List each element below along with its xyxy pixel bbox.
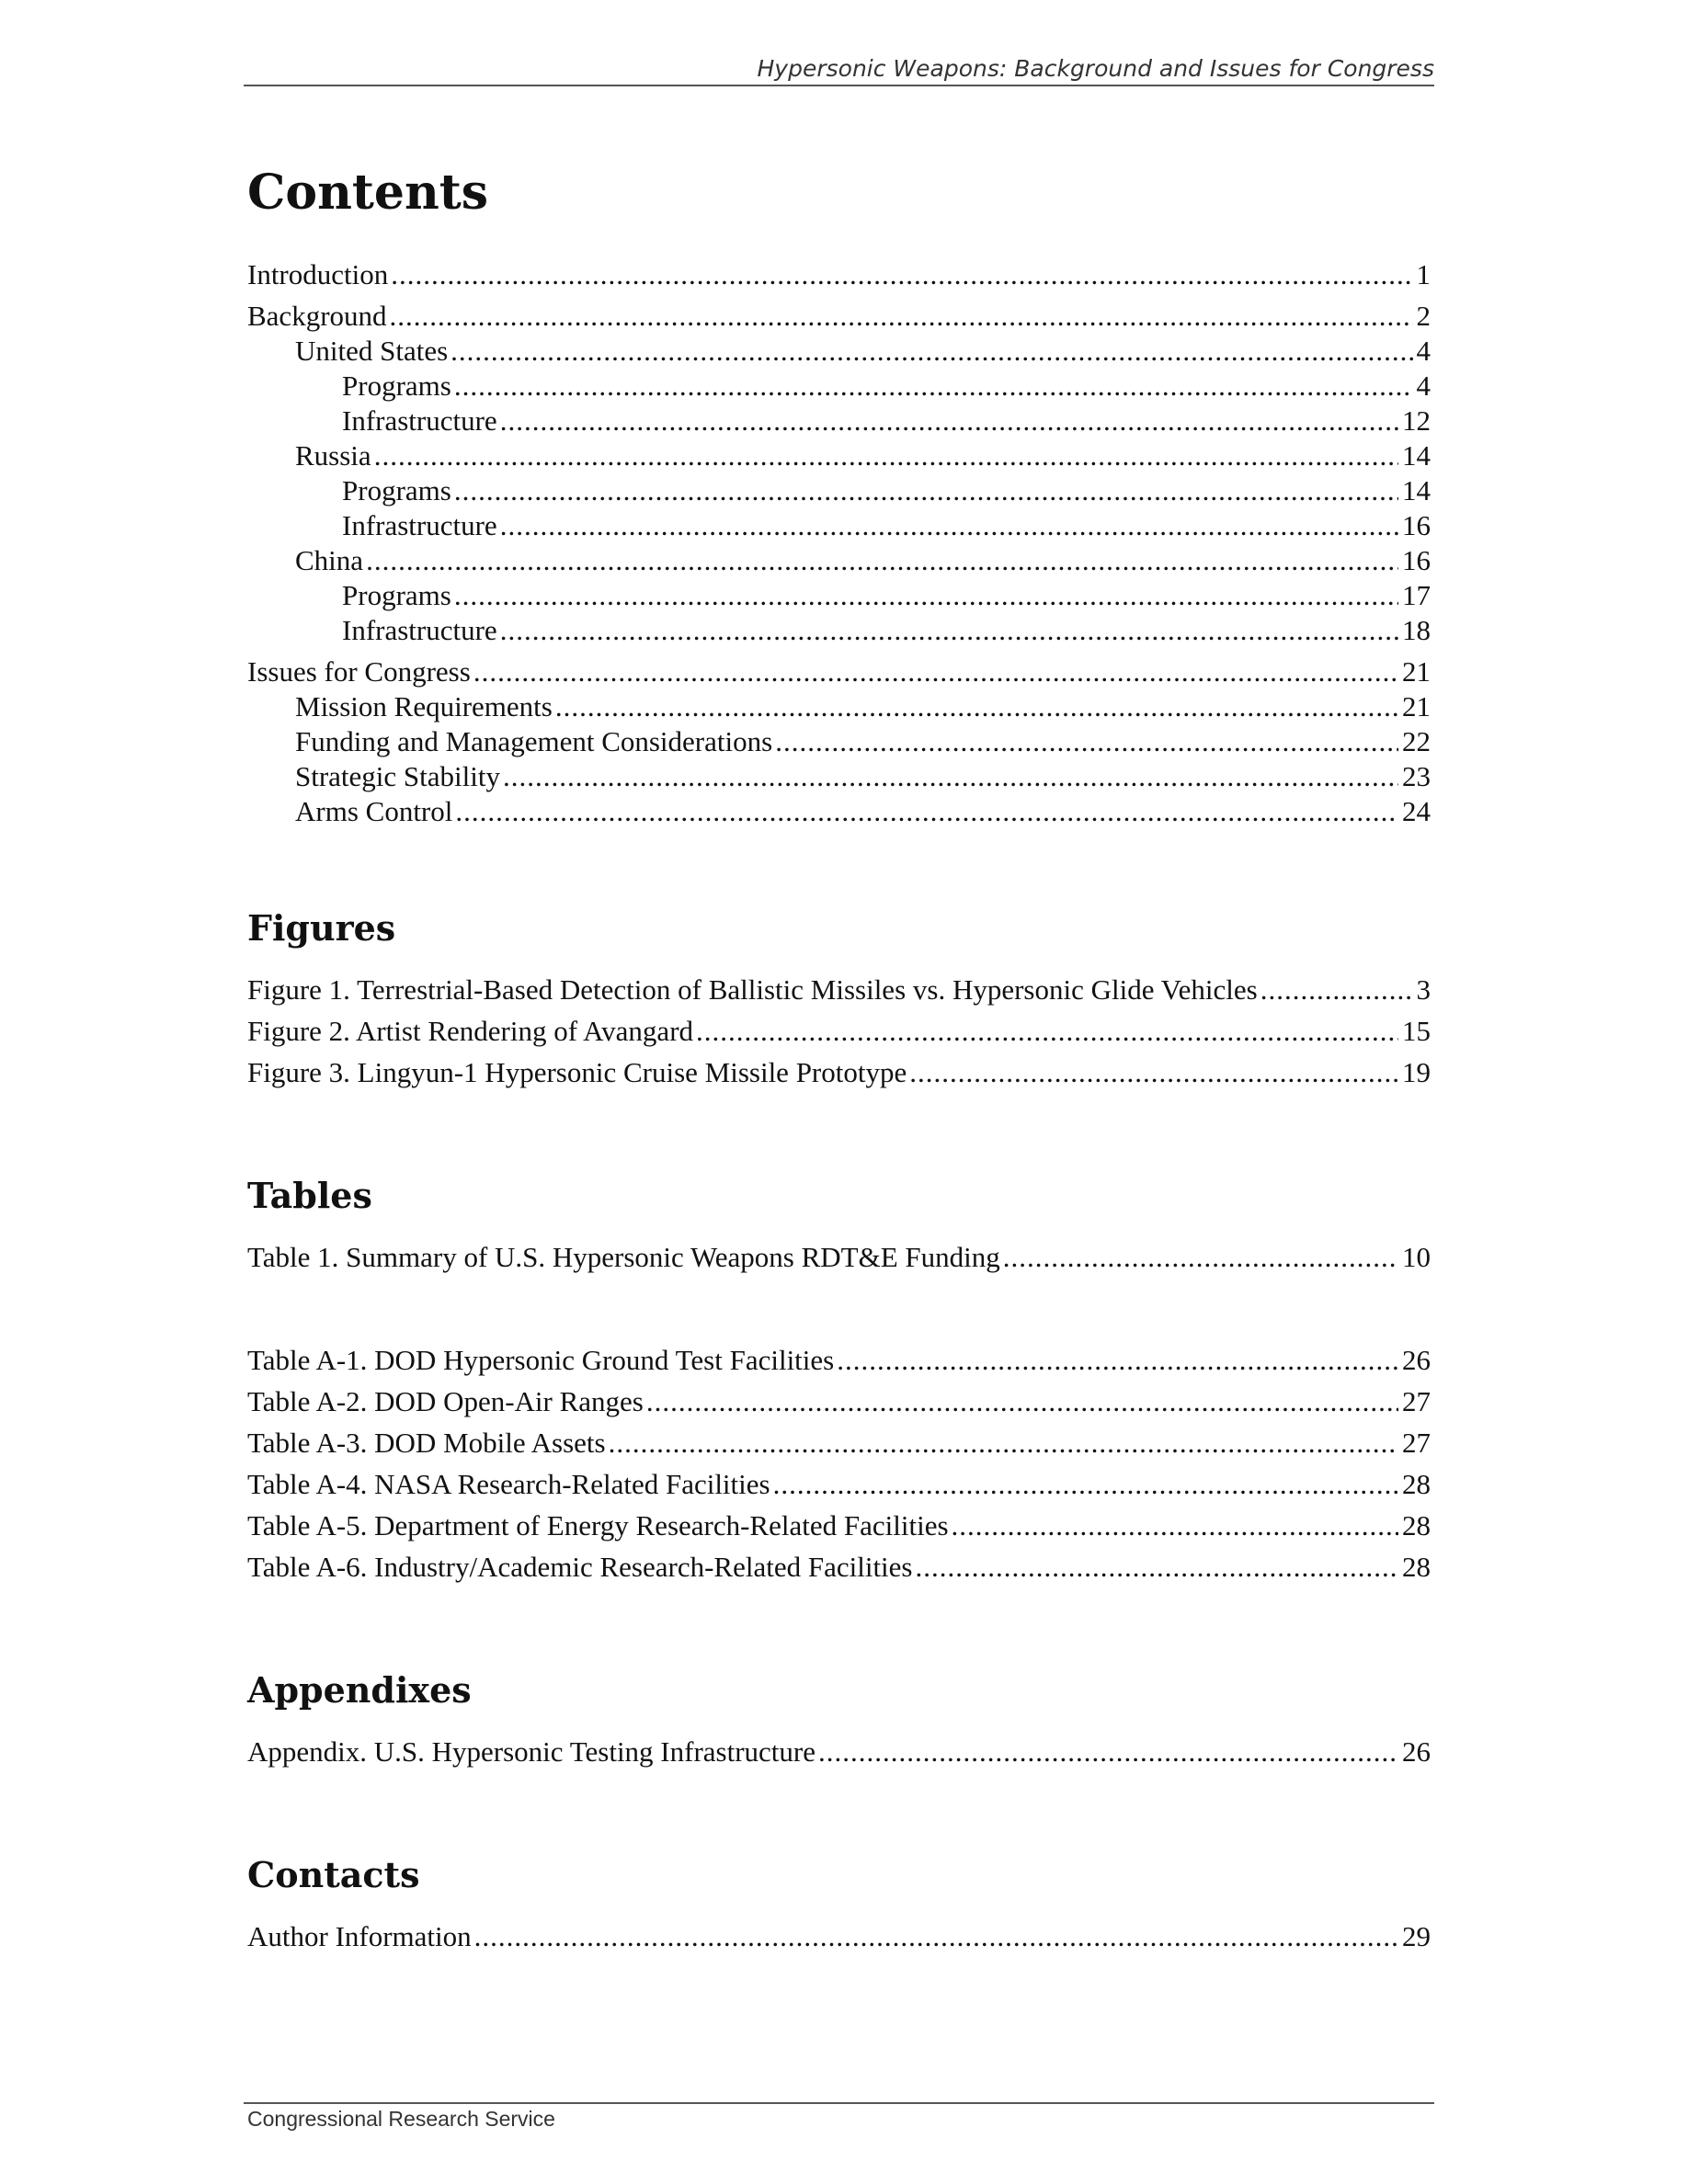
toc-entry-page: 3 bbox=[1416, 973, 1431, 1006]
toc-entry-us-programs[interactable] bbox=[247, 369, 1431, 404]
dot-leader bbox=[473, 654, 1398, 689]
toc-entry-page: 19 bbox=[1402, 1056, 1431, 1088]
toc-entry-page: 28 bbox=[1402, 1468, 1431, 1500]
toc-entry-russia-infrastructure[interactable] bbox=[247, 508, 1431, 543]
contents-list bbox=[247, 257, 1431, 829]
section-spacer bbox=[247, 1097, 1431, 1168]
dot-leader bbox=[455, 794, 1398, 829]
toc-entry-page: 18 bbox=[1402, 614, 1431, 646]
toc-entry-figure-3[interactable] bbox=[247, 1055, 1431, 1090]
footer-source: Congressional Research Service bbox=[247, 2107, 555, 2131]
toc-entry-page: 22 bbox=[1402, 725, 1431, 757]
toc-entry-text: Figure 3. Lingyun-1 Hypersonic Cruise Missile Prototype bbox=[247, 1056, 907, 1088]
toc-entry-page: 4 bbox=[1416, 335, 1431, 367]
toc-entry-page: 23 bbox=[1402, 760, 1431, 792]
toc-entry-page: 27 bbox=[1402, 1385, 1431, 1417]
toc-entry-page: 14 bbox=[1402, 474, 1431, 506]
toc-entry-text: Programs bbox=[342, 579, 451, 611]
toc-entry-russia[interactable] bbox=[247, 438, 1431, 473]
running-header: Hypersonic Weapons: Background and Issues for Congress bbox=[757, 55, 1434, 82]
toc-entry-text: Infrastructure bbox=[342, 509, 497, 541]
dot-leader bbox=[818, 1735, 1398, 1769]
toc-entry-text: Mission Requirements bbox=[295, 690, 553, 722]
toc-entry-strategic-stability[interactable] bbox=[247, 759, 1431, 794]
toc-entry-us-infrastructure[interactable] bbox=[247, 404, 1431, 438]
dot-leader bbox=[1260, 973, 1413, 1007]
toc-entry-text: Programs bbox=[342, 370, 451, 402]
toc-entry-page: 14 bbox=[1402, 439, 1431, 472]
dot-leader bbox=[454, 369, 1413, 404]
toc-entry-text: Arms Control bbox=[295, 795, 453, 827]
toc-entry-text: Issues for Congress bbox=[247, 655, 471, 688]
footer-divider bbox=[244, 2102, 1434, 2104]
toc-entry-funding-management[interactable] bbox=[247, 724, 1431, 759]
appendixes-list bbox=[247, 1735, 1431, 1769]
toc-entry-arms-control[interactable] bbox=[247, 794, 1431, 829]
toc-entry-text: Funding and Management Considerations bbox=[295, 725, 773, 757]
toc-entry-text: Introduction bbox=[247, 258, 389, 290]
toc-entry-introduction[interactable] bbox=[247, 257, 1431, 292]
contacts-list bbox=[247, 1919, 1431, 1954]
dot-leader bbox=[916, 1550, 1399, 1585]
figures-heading: Figures bbox=[247, 907, 396, 949]
toc-entry-text: Infrastructure bbox=[342, 404, 497, 437]
section-spacer bbox=[247, 1776, 1431, 1848]
toc-entry-page: 24 bbox=[1402, 795, 1431, 827]
toc-entry-page: 26 bbox=[1402, 1735, 1431, 1768]
dot-leader bbox=[646, 1384, 1398, 1419]
toc-entry-text: Background bbox=[247, 300, 387, 332]
toc-entry-table-a4[interactable] bbox=[247, 1467, 1431, 1502]
tables-list bbox=[247, 1240, 1431, 1275]
toc-entry-page: 21 bbox=[1402, 655, 1431, 688]
dot-leader bbox=[391, 257, 1412, 292]
toc-entry-text: Figure 2. Artist Rendering of Avangard bbox=[247, 1015, 694, 1047]
toc-entry-text: Russia bbox=[295, 439, 371, 472]
dot-leader bbox=[837, 1343, 1398, 1378]
toc-entry-text: Figure 1. Terrestrial-Based Detection of Ballistic Missiles vs. Hypersonic Glide Vehicles bbox=[247, 973, 1258, 1006]
toc-entry-china[interactable] bbox=[247, 543, 1431, 578]
dot-leader bbox=[500, 508, 1398, 543]
toc-entry-author-information[interactable] bbox=[247, 1919, 1431, 1954]
section-spacer bbox=[247, 1281, 1431, 1337]
dot-leader bbox=[390, 299, 1413, 334]
dot-leader bbox=[555, 689, 1398, 724]
appendixes-heading: Appendixes bbox=[247, 1669, 472, 1711]
toc-entry-table-a5[interactable] bbox=[247, 1508, 1431, 1543]
toc-entry-page: 28 bbox=[1402, 1551, 1431, 1583]
dot-leader bbox=[773, 1467, 1398, 1502]
toc-entry-background[interactable] bbox=[247, 299, 1431, 334]
toc-entry-figure-1[interactable] bbox=[247, 973, 1431, 1007]
contents-heading: Contents bbox=[247, 165, 489, 221]
toc-entry-page: 10 bbox=[1402, 1241, 1431, 1273]
toc-entry-text: Table 1. Summary of U.S. Hypersonic Weapons RDT&E Funding bbox=[247, 1241, 1000, 1273]
dot-leader bbox=[696, 1014, 1398, 1049]
toc-entry-text: Table A-2. DOD Open-Air Ranges bbox=[247, 1385, 644, 1417]
figures-list bbox=[247, 973, 1431, 1090]
toc-entry-china-infrastructure[interactable] bbox=[247, 613, 1431, 648]
toc-entry-text: Table A-3. DOD Mobile Assets bbox=[247, 1427, 606, 1459]
toc-entry-table-a2[interactable] bbox=[247, 1384, 1431, 1419]
toc-entry-figure-2[interactable] bbox=[247, 1014, 1431, 1049]
dot-leader bbox=[503, 759, 1398, 794]
toc-entry-china-programs[interactable] bbox=[247, 578, 1431, 613]
toc-entry-page: 26 bbox=[1402, 1344, 1431, 1376]
tables-heading: Tables bbox=[247, 1175, 372, 1216]
toc-entry-table-a6[interactable] bbox=[247, 1550, 1431, 1585]
dot-leader bbox=[500, 613, 1398, 648]
toc-entry-page: 1 bbox=[1416, 258, 1431, 290]
dot-leader bbox=[775, 724, 1398, 759]
toc-entry-text: Infrastructure bbox=[342, 614, 497, 646]
dot-leader bbox=[451, 334, 1412, 369]
dot-leader bbox=[366, 543, 1398, 578]
toc-entry-page: 21 bbox=[1402, 690, 1431, 722]
section-spacer bbox=[247, 829, 1431, 901]
toc-entry-text: Table A-4. NASA Research-Related Facilities bbox=[247, 1468, 770, 1500]
dot-leader bbox=[474, 1919, 1398, 1954]
toc-entry-text: Table A-1. DOD Hypersonic Ground Test Facilities bbox=[247, 1344, 835, 1376]
toc-entry-text: Table A-5. Department of Energy Research-Related Facilities bbox=[247, 1509, 949, 1541]
dot-leader bbox=[500, 404, 1398, 438]
toc-entry-issues-for-congress[interactable] bbox=[247, 654, 1431, 689]
toc-entry-russia-programs[interactable] bbox=[247, 473, 1431, 508]
dot-leader bbox=[909, 1055, 1398, 1090]
dot-leader bbox=[374, 438, 1398, 473]
toc-entry-page: 4 bbox=[1416, 370, 1431, 402]
dot-leader bbox=[454, 473, 1398, 508]
dot-leader bbox=[454, 578, 1398, 613]
dot-leader bbox=[609, 1426, 1398, 1461]
toc-entry-table-a1[interactable] bbox=[247, 1343, 1431, 1378]
section-spacer bbox=[247, 1591, 1431, 1663]
dot-leader bbox=[1003, 1240, 1398, 1275]
toc-entry-page: 29 bbox=[1402, 1920, 1431, 1952]
toc-entry-text: Table A-6. Industry/Academic Research-Related Facilities bbox=[247, 1551, 913, 1583]
toc-entry-text: Appendix. U.S. Hypersonic Testing Infrastructure bbox=[247, 1735, 815, 1768]
toc-entry-page: 16 bbox=[1402, 509, 1431, 541]
toc-entry-table-a3[interactable] bbox=[247, 1426, 1431, 1461]
toc-entry-page: 15 bbox=[1402, 1015, 1431, 1047]
contacts-heading: Contacts bbox=[247, 1854, 420, 1895]
toc-entry-page: 17 bbox=[1402, 579, 1431, 611]
header-divider bbox=[244, 85, 1434, 86]
toc-entry-text: Programs bbox=[342, 474, 451, 506]
toc-entry-text: China bbox=[295, 544, 364, 576]
toc-entry-text: Author Information bbox=[247, 1920, 472, 1952]
dot-leader bbox=[952, 1508, 1398, 1543]
toc-entry-mission-requirements[interactable] bbox=[247, 689, 1431, 724]
toc-entry-page: 28 bbox=[1402, 1509, 1431, 1541]
toc-entry-appendix[interactable] bbox=[247, 1735, 1431, 1769]
toc-entry-page: 12 bbox=[1402, 404, 1431, 437]
toc-entry-table-1[interactable] bbox=[247, 1240, 1431, 1275]
toc-entry-page: 2 bbox=[1416, 300, 1431, 332]
appendix-tables-list bbox=[247, 1343, 1431, 1585]
toc-page-body bbox=[247, 156, 1431, 1961]
toc-entry-page: 27 bbox=[1402, 1427, 1431, 1459]
toc-entry-text: Strategic Stability bbox=[295, 760, 500, 792]
toc-entry-united-states[interactable] bbox=[247, 334, 1431, 369]
toc-entry-text: United States bbox=[295, 335, 449, 367]
toc-entry-page: 16 bbox=[1402, 544, 1431, 576]
